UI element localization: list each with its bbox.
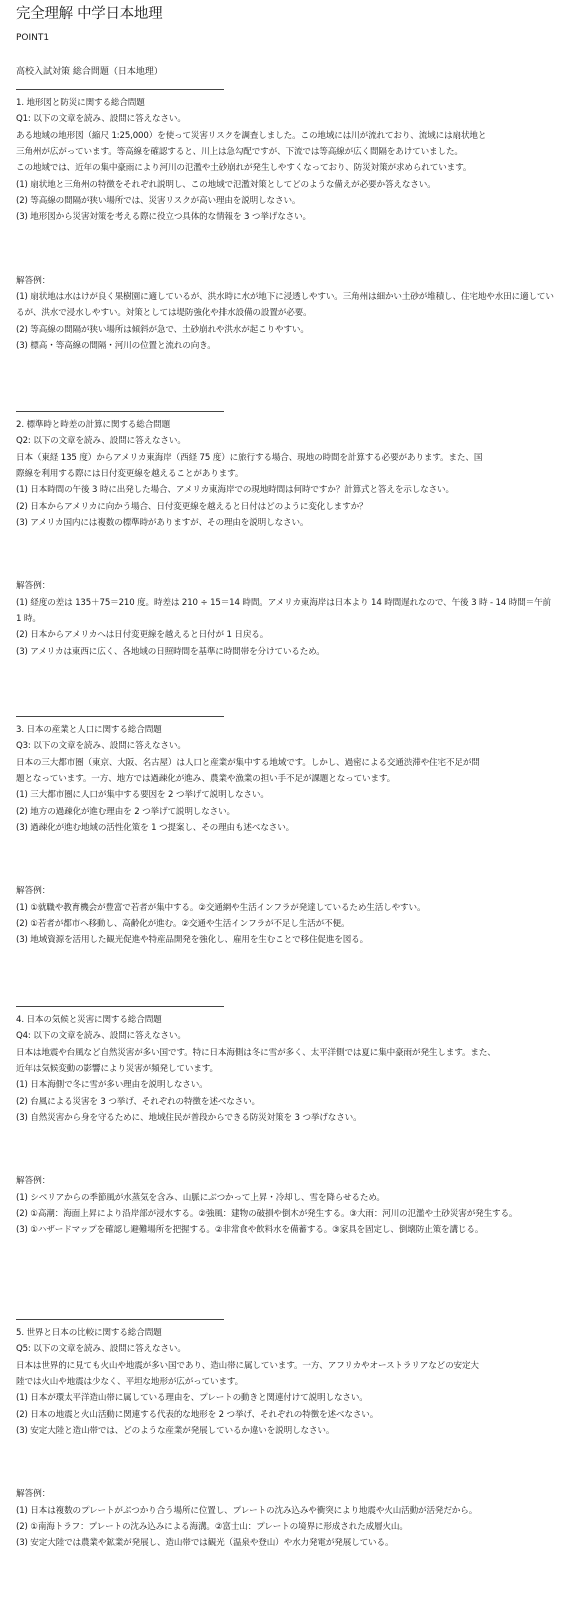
passage-line: 陸では火山や地震は少なく、平坦な地形が広がっています。	[16, 1377, 244, 1388]
question-intro: Q3: 以下の文章を読み、設問に答えなさい。	[16, 741, 186, 752]
section-heading: 3. 日本の産業と人口に関する総合問題	[16, 725, 162, 735]
section-heading: 2. 標準時と時差の計算に関する総合問題	[16, 420, 171, 430]
passage-line: 日本は世界的に見ても火山や地震が多い国であり、造山帯に属しています。一方、アフリカやオーストラリアなどの安定大	[16, 1360, 479, 1371]
section-3	[16, 716, 558, 949]
passage-line: 日本は地震や台風など自然災害が多い国です。特に日本海側は冬に雪が多く、太平洋側では夏に集中豪雨が発生します。また、	[16, 1047, 496, 1058]
passage-line: 日本（東経 135 度）からアメリカ東海岸（西経 75 度）に旅行する場合、現地の時間を計算する必要があります。また、国	[16, 452, 483, 463]
section-divider	[16, 716, 224, 717]
answer-item: (3) 地域資源を活用した観光促進や特産品開発を強化し、雇用を生むことで移住促進を図る。	[16, 935, 369, 946]
answer-item: (1) 経度の差は 135＋75＝210 度。時差は 210 ÷ 15＝14 時間。アメリカ東海岸は日本より 14 時間遅れなので、午後 3 時 - 14 時間＝午前 1 時。	[16, 597, 551, 625]
answer-item: (2) ①南海トラフ：プレートの沈み込みによる海溝。②富士山：プレートの境界に形成された成層火山。	[16, 1522, 408, 1533]
question-item: (1) 日本海側で冬に雪が多い理由を説明しなさい。	[16, 1080, 208, 1091]
answer-heading: 解答例：	[16, 886, 51, 897]
section-4	[16, 1006, 558, 1239]
section-heading: 4. 日本の気候と災害に関する総合問題	[16, 1015, 162, 1025]
exam-title: 高校入試対策 総合問題（日本地理）	[16, 67, 163, 77]
section-divider	[16, 411, 224, 412]
page-subtitle: POINT1	[16, 33, 50, 43]
passage-line: 三角州が広がっています。等高線を確認すると、川上は急勾配ですが、下流では等高線が広く間隔をあけていました。	[16, 147, 463, 158]
question-item: (1) 日本が環太平洋造山帯に属している理由を、プレートの動きと関連付けて説明しなさい。	[16, 1393, 368, 1404]
section-divider	[16, 89, 224, 90]
question-item: (2) 日本の地震と火山活動に関連する代表的な地形を 2 つ挙げ、それぞれの特徴を述べなさい。	[16, 1409, 379, 1420]
question-item: (3) 地形図から災害対策を考える際に役立つ具体的な情報を 3 つ挙げなさい。	[16, 212, 311, 223]
passage-line: ある地域の地形図（縮尺 1:25,000）を使って災害リスクを調査しました。この地域には川が流れており、流域には扇状地と	[16, 130, 487, 141]
question-item: (3) 自然災害から身を守るために、地域住民が普段からできる防災対策を 3 つ挙げなさい。	[16, 1113, 362, 1124]
question-item: (1) 扇状地と三角州の特徴をそれぞれ説明し、この地域で氾濫対策としてどのような備えが必要か答えなさい。	[16, 179, 436, 190]
passage-line: 日本の三大都市圏（東京、大阪、名古屋）は人口と産業が集中する地域です。しかし、過密による交通渋滞や住宅不足が問	[16, 757, 480, 768]
question-item: (2) 台風による災害を 3 つ挙げ、それぞれの特徴を述べなさい。	[16, 1096, 260, 1107]
answer-item: (2) ①高潮：海面上昇により沿岸部が浸水する。②強風：建物の破損や倒木が発生する。③大雨：河川の氾濫や土砂災害が発生する。	[16, 1209, 518, 1220]
page-title: 完全理解 中学日本地理	[16, 6, 163, 22]
answer-item: (2) 等高線の間隔が狭い場所は傾斜が急で、土砂崩れや洪水が起こりやすい。	[16, 324, 309, 335]
question-item: (1) 三大都市圏に人口が集中する要因を 2 つ挙げて説明しなさい。	[16, 790, 269, 801]
answer-item: (2) ①若者が都市へ移動し、高齢化が進む。②交通や生活インフラが不足し生活が不便。	[16, 919, 350, 930]
question-intro: Q4: 以下の文章を読み、設問に答えなさい。	[16, 1031, 186, 1042]
section-1	[16, 89, 558, 354]
question-item: (2) 地方の過疎化が進む理由を 2 つ挙げて説明しなさい。	[16, 806, 235, 817]
question-item: (3) アメリカ国内には複数の標準時がありますが、その理由を説明しなさい。	[16, 518, 309, 529]
answer-item: (1) 扇状地は水はけが良く果樹園に適しているが、洪水時に水が地下に浸透しやすい。三角州は細かい土砂が堆積し、住宅地や水田に適しているが、洪水で浸水しやすい。対策としては堤防強化や排水設備の設置が必要。	[16, 292, 554, 319]
question-intro: Q2: 以下の文章を読み、設問に答えなさい。	[16, 436, 186, 447]
answer-heading: 解答例：	[16, 581, 51, 592]
question-item: (2) 日本からアメリカに向かう場合、日付変更線を越えると日付はどのように変化しますか？	[16, 501, 368, 512]
passage-line: 題となっています。一方、地方では過疎化が進み、農業や漁業の担い手不足が課題となっています。	[16, 774, 396, 785]
question-intro: Q5: 以下の文章を読み、設問に答えなさい。	[16, 1344, 186, 1355]
passage-line: この地域では、近年の集中豪雨により河川の氾濫や土砂崩れが発生しやすくなっており、防災対策が求められています。	[16, 163, 472, 174]
answer-item: (3) ①ハザードマップを確認し避難場所を把握する。②非常食や飲料水を備蓄する。③家具を固定し、倒壊防止策を講じる。	[16, 1225, 484, 1236]
answer-item: (3) 安定大陸では農業や鉱業が発展し、造山帯では観光（温泉や登山）や水力発電が発展している。	[16, 1538, 394, 1549]
answer-item: (1) 日本は複数のプレートがぶつかり合う場所に位置し、プレートの沈み込みや衝突により地震や火山活動が活発だから。	[16, 1505, 478, 1516]
question-intro: Q1: 以下の文章を読み、設問に答えなさい。	[16, 114, 186, 125]
answer-item: (2) 日本からアメリカへは日付変更線を越えると日付が 1 日戻る。	[16, 630, 269, 641]
answer-heading: 解答例：	[16, 1176, 51, 1187]
question-item: (1) 日本時間の午後 3 時に出発した場合、アメリカ東海岸での現地時間は何時ですか？計算式と答えを示しなさい。	[16, 485, 454, 496]
section-divider	[16, 1006, 224, 1007]
answer-heading: 解答例：	[16, 275, 51, 286]
answer-item: (1) ①就職や教育機会が豊富で若者が集中する。②交通網や生活インフラが発達しているため生活しやすい。	[16, 902, 426, 913]
section-2	[16, 411, 558, 660]
section-heading: 5. 世界と日本の比較に関する総合問題	[16, 1328, 162, 1338]
answer-item: (1) シベリアからの季節風が水蒸気を含み、山脈にぶつかって上昇・冷却し、雪を降らせるため。	[16, 1192, 385, 1203]
section-5	[16, 1319, 558, 1552]
question-item: (3) 安定大陸と造山帯では、どのような産業が発展しているか違いを説明しなさい。	[16, 1426, 335, 1437]
passage-line: 近年は気候変動の影響により災害が頻発しています。	[16, 1064, 218, 1075]
passage-line: 際線を利用する際には日付変更線を越えることがあります。	[16, 469, 244, 480]
answer-item: (3) 標高・等高線の間隔・河川の位置と流れの向き。	[16, 341, 216, 352]
section-heading: 1. 地形図と防災に関する総合問題	[16, 98, 145, 108]
answer-item: (3) アメリカは東西に広く、各地域の日照時間を基準に時間帯を分けているため。	[16, 646, 325, 657]
question-item: (2) 等高線の間隔が狭い場所では、災害リスクが高い理由を説明しなさい。	[16, 196, 301, 207]
section-divider	[16, 1319, 224, 1320]
question-item: (3) 過疎化が進む地域の活性化策を 1 つ提案し、その理由も述べなさい。	[16, 823, 295, 834]
answer-heading: 解答例：	[16, 1489, 51, 1500]
